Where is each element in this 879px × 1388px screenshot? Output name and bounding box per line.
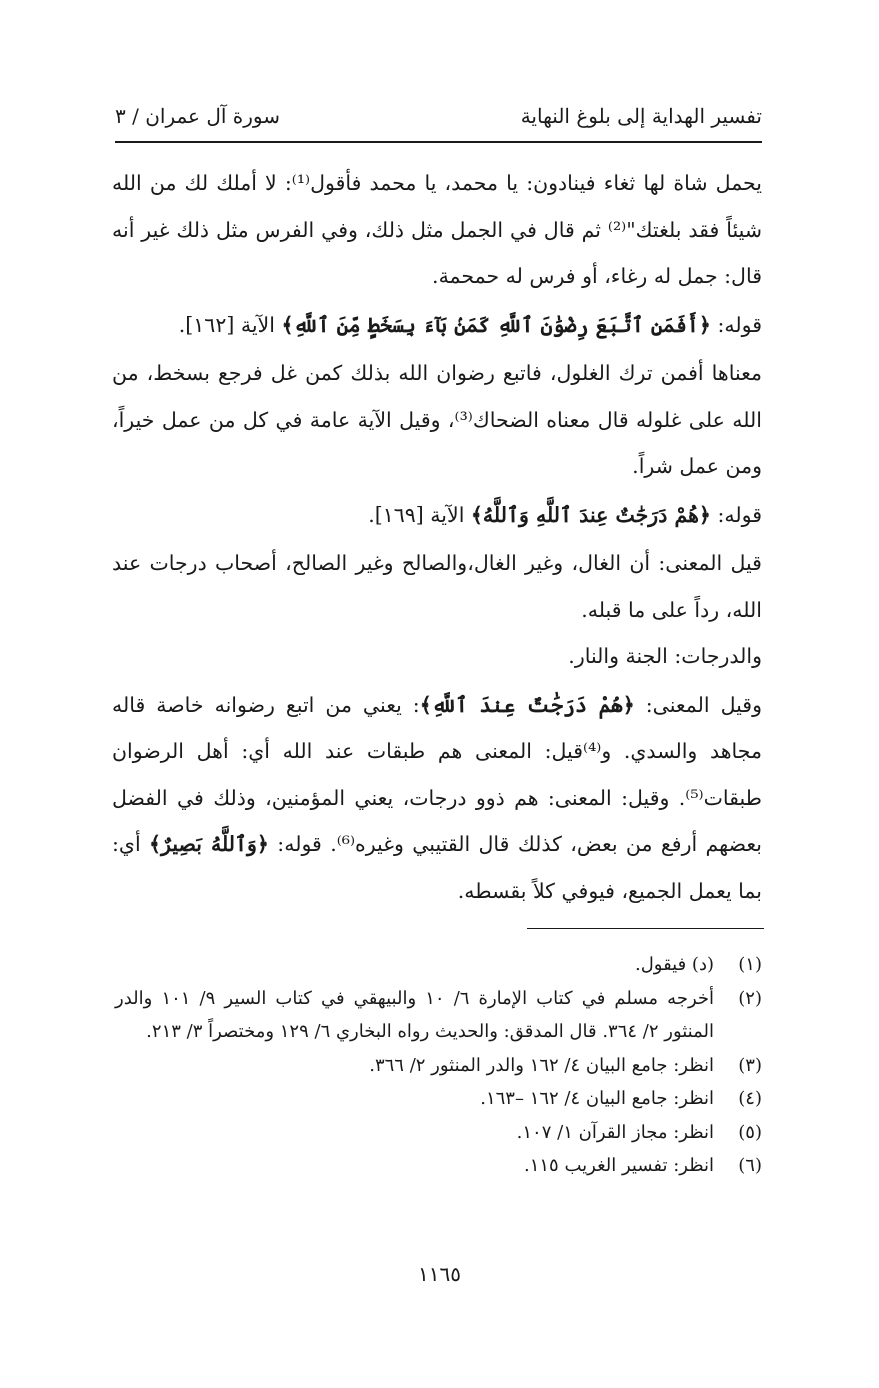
surah-title: سورة آل عمران / ٣	[115, 104, 281, 128]
footnote-item	[115, 948, 762, 982]
footnote-item	[115, 1149, 762, 1183]
paragraph-7-intro: وقيل المعنى:	[634, 692, 762, 717]
footnote-number: (٥)	[738, 1121, 762, 1143]
paragraph-4	[112, 492, 762, 539]
quran-verse: ﴿هُمْ دَرَجَٰتٌ عِندَ ٱللَّهِ﴾	[419, 692, 635, 717]
running-header	[115, 104, 762, 136]
paragraph-7	[112, 682, 762, 915]
quran-verse: ﴿هُمْ دَرَجَٰتٌ عِندَ ٱللَّهِ وَٱللَّهُ﴾	[470, 502, 711, 527]
verse-intro: قوله:	[710, 502, 762, 527]
footnote-number: (٦)	[738, 1155, 762, 1176]
verse-reference: الآية [١٦٢].	[178, 312, 282, 337]
footnote-item	[115, 1116, 762, 1150]
page-number: ١١٦٥	[418, 1262, 461, 1286]
quran-verse: ﴿وَٱللَّهُ بَصِيرٌ﴾	[149, 832, 269, 856]
verse-reference: الآية [١٦٩].	[368, 502, 471, 527]
quran-verse: ﴿أَفَمَنِ ٱتَّبَعَ رِضْوَٰنَ ٱللَّهِ كَمَنۢ بَآءَ بِسَخَطٍ مِّنَ ٱللَّهِ﴾	[281, 312, 711, 337]
footnote-item	[115, 982, 762, 1049]
footnote-text: انظر: مجاز القرآن ١/ ١٠٧.	[516, 1121, 714, 1143]
footnote-text: انظر: جامع البيان ٤/ ١٦٢ والدر المنثور ٢/ ٣٦٦.	[369, 1054, 714, 1076]
footnote-number: (١)	[738, 954, 762, 975]
main-text	[112, 160, 762, 914]
verse-intro: قوله:	[710, 312, 762, 337]
footnotes	[115, 948, 762, 1183]
footnote-number: (٣)	[738, 1054, 762, 1076]
footnote-text: (د) فيقول.	[634, 954, 714, 975]
footnote-text: انظر: تفسير الغريب ١١٥.	[523, 1155, 714, 1176]
footnote-item	[115, 1082, 762, 1116]
book-title: تفسير الهداية إلى بلوغ النهاية	[520, 104, 762, 128]
paragraph-6: والدرجات: الجنة والنار.	[568, 644, 762, 668]
paragraph-3: معناها أفمن ترك الغلول، فاتبع رضوان الله بذلك كمن غل فرجع بسخط، من الله على غلوله قال معناه الضحاك⁽³⁾، وقيل الآية عامة في كل من عمل خيراً، ومن عمل شراً.	[112, 361, 762, 478]
footnote-number: (٤)	[738, 1088, 762, 1109]
paragraph-5: قيل المعنى: أن الغال، وغير الغال،والصالح وغير الصالح، أصحاب درجات عند الله، رداً على ما قبله.	[112, 551, 762, 622]
footnote-text: انظر: جامع البيان ٤/ ١٦٢ –١٦٣.	[480, 1088, 714, 1109]
paragraph-1: يحمل شاة لها ثغاء فينادون: يا محمد، يا محمد فأقول⁽¹⁾: لا أملك لك من الله شيئاً فقد بلغتك"⁽²⁾ ثم قال في الجمل مثل ذلك، وفي الفرس مثل ذلك غير أنه قال: جمل له رغاء، أو فرس له حمحمة.	[112, 171, 762, 288]
paragraph-7-end: أي: بما يعمل الجميع، فيوفي كلاً بقسطه.	[112, 832, 762, 903]
footnote-number: (٢)	[738, 987, 762, 1009]
footnote-item	[115, 1049, 762, 1083]
footnote-divider	[527, 928, 764, 929]
header-divider	[115, 141, 762, 143]
paragraph-7-text: : يعني من اتبع رضوانه خاصة قاله مجاهد والسدي. و⁽⁴⁾قيل: المعنى هم طبقات عند الله أي: أهل الرضوان طبقات⁽⁵⁾. وقيل: المعنى: هم ذوو درجات، يعني المؤمنين، وذلك في الفضل بعضهم أرفع من بعض، كذلك قال القتيبي وغيره⁽⁶⁾. قوله:	[112, 692, 762, 856]
paragraph-2	[112, 302, 762, 349]
footnote-text: أخرجه مسلم في كتاب الإمارة ٦/ ١٠ والبيهقي في كتاب السير ٩/ ١٠١ والدر المنثور ٢/ ٣٦٤. قال المدقق: والحديث رواه البخاري ٦/ ١٢٩ ومختصراً ٣/ ٢١٣.	[115, 987, 715, 1042]
